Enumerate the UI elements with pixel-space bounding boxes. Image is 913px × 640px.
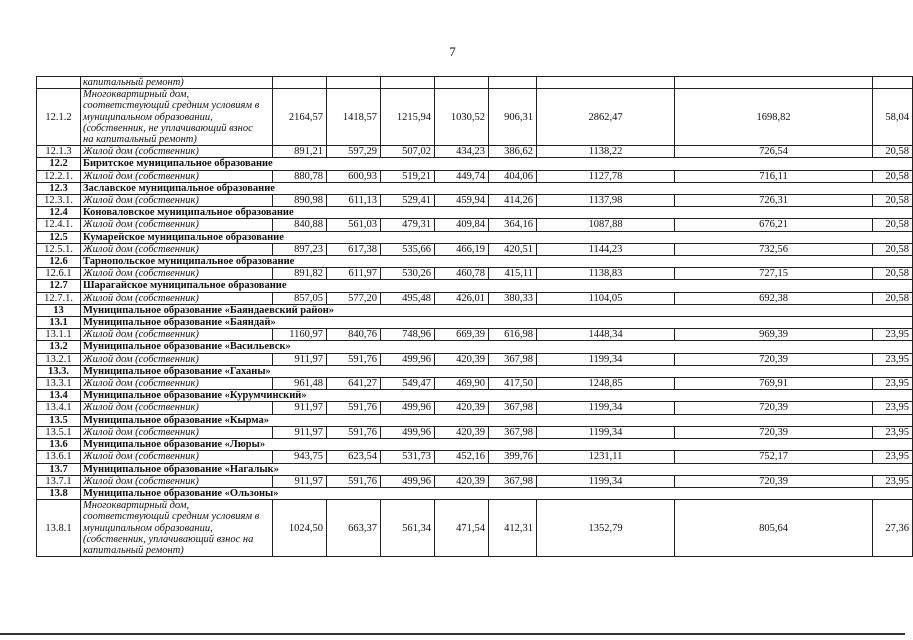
description-line: соответствующий средним условиям в [83,100,260,112]
description-line: Жилой дом (собственник) [83,402,199,414]
value-cell-7: 720,39 [675,353,873,365]
row-description [81,402,273,414]
value-cell-5: 412,31 [489,500,537,557]
value-cell-7: 692,38 [675,292,873,304]
value-cell-5: 415,11 [489,268,537,280]
value-cell-3: 499,96 [381,353,435,365]
value-cell-5: 616,98 [489,329,537,341]
row-code: 12.1.2 [37,89,81,146]
value-cell-3: 1215,94 [381,89,435,146]
value-cell-6 [537,77,675,89]
value-cell-1: 911,97 [273,402,327,414]
row-code: 13.8.1 [37,500,81,557]
section-row [37,207,913,219]
row-code: 12.4.1. [37,219,81,231]
value-cell-8: 20,58 [873,243,913,255]
description-line: Жилой дом (собственник) [83,219,199,231]
section-code: 12.7 [37,280,81,292]
value-cell-5: 414,26 [489,195,537,207]
value-cell-5 [489,77,537,89]
description-line: Жилой дом (собственник) [83,475,199,487]
section-row [37,414,913,426]
section-row [37,365,913,377]
value-cell-2: 591,76 [327,402,381,414]
value-cell-2: 591,76 [327,426,381,438]
value-cell-4: 449,74 [435,170,489,182]
row-description [81,292,273,304]
value-cell-7: 720,39 [675,475,873,487]
table-row [37,146,913,158]
description-line: Жилой дом (собственник) [83,353,199,365]
row-description [81,170,273,182]
description-line: капитальный ремонт) [83,77,184,88]
description-line: Жилой дом (собственник) [83,378,199,390]
value-cell-2: 1418,57 [327,89,381,146]
value-cell-2: 641,27 [327,378,381,390]
section-title: Муниципальное образование «Баяндаевский район» [81,304,913,316]
value-cell-2: 617,38 [327,243,381,255]
row-description [81,219,273,231]
section-title: Муниципальное образование «Курумчинский» [81,390,913,402]
table-row [37,475,913,487]
section-row [37,280,913,292]
value-cell-3: 530,26 [381,268,435,280]
value-cell-4: 409,84 [435,219,489,231]
table-row [37,353,913,365]
row-description [81,268,273,280]
table-row [37,426,913,438]
row-code: 13.1.1 [37,329,81,341]
section-title: Муниципальное образование «Васильевск» [81,341,913,353]
value-cell-2: 623,54 [327,451,381,463]
value-cell-6: 1087,88 [537,219,675,231]
value-cell-4: 1030,52 [435,89,489,146]
section-code: 13.5 [37,414,81,426]
section-code: 12.3 [37,182,81,194]
description-line: Многоквартирный дом, [83,500,190,512]
value-cell-6: 1448,34 [537,329,675,341]
value-cell-5: 367,98 [489,402,537,414]
value-cell-2 [327,77,381,89]
description-line: капитальный ремонт) [83,544,184,556]
description-line: Жилой дом (собственник) [83,292,199,304]
value-cell-8: 20,58 [873,146,913,158]
description-line: Жилой дом (собственник) [83,146,199,158]
value-cell-6: 1144,23 [537,243,675,255]
row-description [81,426,273,438]
value-cell-6: 1127,78 [537,170,675,182]
value-cell-8: 20,58 [873,268,913,280]
section-code: 12.5 [37,231,81,243]
description-line: (собственник, не уплачивающий взнос [83,122,253,134]
value-cell-8: 23,95 [873,402,913,414]
row-description [81,195,273,207]
value-cell-3: 748,96 [381,329,435,341]
value-cell-5: 367,98 [489,353,537,365]
value-cell-7: 727,15 [675,268,873,280]
value-cell-3: 499,96 [381,475,435,487]
value-cell-5: 380,33 [489,292,537,304]
section-title: Шарагайское муниципальное образование [81,280,913,292]
value-cell-2: 600,93 [327,170,381,182]
description-line: муниципальном образовании, [83,111,213,123]
row-code: 13.7.1 [37,475,81,487]
table-row [37,268,913,280]
row-code: 13.5.1 [37,426,81,438]
value-cell-3: 549,47 [381,378,435,390]
value-cell-8: 20,58 [873,170,913,182]
table-body [37,77,913,557]
row-description [81,500,273,557]
value-cell-1: 857,05 [273,292,327,304]
value-cell-6: 1231,11 [537,451,675,463]
section-code: 13.3. [37,365,81,377]
section-row [37,182,913,194]
value-cell-5: 367,98 [489,426,537,438]
section-code: 12.4 [37,207,81,219]
value-cell-6: 1199,34 [537,353,675,365]
value-cell-3: 507,02 [381,146,435,158]
section-title: Муниципальное образование «Кырма» [81,414,913,426]
value-cell-2: 611,97 [327,268,381,280]
value-cell-7: 676,21 [675,219,873,231]
row-description [81,378,273,390]
value-cell-8: 23,95 [873,475,913,487]
value-cell-4: 469,90 [435,378,489,390]
value-cell-4: 420,39 [435,353,489,365]
section-code: 13.2 [37,341,81,353]
table-row [37,500,913,557]
row-code: 12.2.1. [37,170,81,182]
value-cell-4: 434,23 [435,146,489,158]
description-line: муниципальном образовании, [83,522,213,534]
value-cell-5: 420,51 [489,243,537,255]
value-cell-7: 716,11 [675,170,873,182]
value-cell-1: 897,23 [273,243,327,255]
row-code [37,77,81,89]
table-row [37,195,913,207]
value-cell-5: 367,98 [489,475,537,487]
row-code: 13.3.1 [37,378,81,390]
section-title: Муниципальное образование «Гаханы» [81,365,913,377]
row-description [81,243,273,255]
value-cell-5: 404,06 [489,170,537,182]
value-cell-7: 720,39 [675,426,873,438]
value-cell-2: 591,76 [327,353,381,365]
value-cell-4 [435,77,489,89]
value-cell-1: 2164,57 [273,89,327,146]
table-row [37,292,913,304]
row-description [81,89,273,146]
value-cell-6: 1138,83 [537,268,675,280]
row-code: 13.2.1 [37,353,81,365]
section-title: Муниципальное образование «Нагалык» [81,463,913,475]
value-cell-3: 531,73 [381,451,435,463]
value-cell-6: 2862,47 [537,89,675,146]
section-title: Кумарейское муниципальное образование [81,231,913,243]
table-row [37,243,913,255]
value-cell-1: 961,48 [273,378,327,390]
value-cell-7: 769,91 [675,378,873,390]
row-description [81,475,273,487]
value-cell-2: 591,76 [327,475,381,487]
value-cell-1: 1024,50 [273,500,327,557]
value-cell-6: 1138,22 [537,146,675,158]
value-cell-8: 23,95 [873,378,913,390]
bottom-rule [0,633,905,635]
value-cell-4: 460,78 [435,268,489,280]
value-cell-4: 420,39 [435,426,489,438]
value-cell-4: 420,39 [435,402,489,414]
value-cell-3: 479,31 [381,219,435,231]
value-cell-8 [873,77,913,89]
section-row [37,256,913,268]
value-cell-4: 426,01 [435,292,489,304]
value-cell-7: 726,31 [675,195,873,207]
value-cell-8: 20,58 [873,195,913,207]
value-cell-1: 891,82 [273,268,327,280]
description-line: Жилой дом (собственник) [83,426,199,438]
value-cell-7 [675,77,873,89]
row-code: 13.6.1 [37,451,81,463]
description-line: (собственник, уплачивающий взнос на [83,533,254,545]
description-line: Жилой дом (собственник) [83,268,199,280]
section-code: 13.6 [37,439,81,451]
table-row [37,170,913,182]
row-code: 13.4.1 [37,402,81,414]
section-code: 13.1 [37,317,81,329]
value-cell-8: 23,95 [873,426,913,438]
value-cell-1: 840,88 [273,219,327,231]
table-row [37,329,913,341]
table-row [37,89,913,146]
value-cell-1: 911,97 [273,426,327,438]
value-cell-5: 417,50 [489,378,537,390]
value-cell-7: 752,17 [675,451,873,463]
value-cell-7: 969,39 [675,329,873,341]
value-cell-1: 891,21 [273,146,327,158]
row-code: 12.3.1. [37,195,81,207]
continuation-row [37,77,913,89]
description-line: Жилой дом (собственник) [83,329,199,341]
value-cell-2: 840,76 [327,329,381,341]
value-cell-1: 890,98 [273,195,327,207]
value-cell-7: 805,64 [675,500,873,557]
description-line: Жилой дом (собственник) [83,170,199,182]
description-line: Жилой дом (собственник) [83,243,199,255]
description-line: Жилой дом (собственник) [83,451,199,463]
section-row [37,317,913,329]
row-description [81,353,273,365]
row-code: 12.1.3 [37,146,81,158]
description-line: Многоквартирный дом, [83,89,190,101]
section-title: Муниципальное образование «Ользоны» [81,487,913,499]
value-cell-4: 471,54 [435,500,489,557]
value-cell-4: 420,39 [435,475,489,487]
section-row [37,439,913,451]
section-title: Тарнопольское муниципальное образование [81,256,913,268]
value-cell-5: 386,62 [489,146,537,158]
section-title: Муниципальное образование «Люры» [81,439,913,451]
value-cell-5: 906,31 [489,89,537,146]
section-code: 13.7 [37,463,81,475]
section-code: 13 [37,304,81,316]
table-row [37,219,913,231]
section-title: Заславское муниципальное образование [81,182,913,194]
row-code: 12.6.1 [37,268,81,280]
section-title: Муниципальное образование «Баяндай» [81,317,913,329]
value-cell-3: 519,21 [381,170,435,182]
value-cell-8: 23,95 [873,451,913,463]
row-description [81,77,273,89]
value-cell-8: 20,58 [873,219,913,231]
section-title: Биритское муниципальное образование [81,158,913,170]
section-row [37,158,913,170]
value-cell-4: 459,94 [435,195,489,207]
value-cell-2: 597,29 [327,146,381,158]
value-cell-4: 669,39 [435,329,489,341]
table-row [37,378,913,390]
value-cell-4: 452,16 [435,451,489,463]
tariff-table [36,76,913,557]
section-row [37,341,913,353]
value-cell-3: 499,96 [381,426,435,438]
value-cell-2: 577,20 [327,292,381,304]
value-cell-8: 20,58 [873,292,913,304]
section-row [37,463,913,475]
page-number: 7 [449,44,456,59]
value-cell-5: 399,76 [489,451,537,463]
section-row [37,487,913,499]
row-description [81,329,273,341]
value-cell-1: 880,78 [273,170,327,182]
value-cell-4: 466,19 [435,243,489,255]
row-code: 12.5.1. [37,243,81,255]
description-line: Жилой дом (собственник) [83,195,199,207]
row-code: 12.7.1. [37,292,81,304]
value-cell-3: 535,66 [381,243,435,255]
value-cell-3 [381,77,435,89]
value-cell-6: 1137,98 [537,195,675,207]
value-cell-3: 499,96 [381,402,435,414]
value-cell-5: 364,16 [489,219,537,231]
value-cell-1: 943,75 [273,451,327,463]
description-line: соответствующий средним условиям в [83,511,260,523]
value-cell-7: 732,56 [675,243,873,255]
section-code: 12.6 [37,256,81,268]
value-cell-2: 561,03 [327,219,381,231]
table-row [37,451,913,463]
section-row [37,231,913,243]
value-cell-2: 663,37 [327,500,381,557]
value-cell-7: 720,39 [675,402,873,414]
description-line: на капитальный ремонт) [83,134,197,146]
value-cell-1: 911,97 [273,475,327,487]
value-cell-6: 1248,85 [537,378,675,390]
value-cell-8: 58,04 [873,89,913,146]
section-row [37,390,913,402]
value-cell-6: 1199,34 [537,402,675,414]
value-cell-1: 911,97 [273,353,327,365]
value-cell-3: 495,48 [381,292,435,304]
value-cell-7: 726,54 [675,146,873,158]
value-cell-6: 1352,79 [537,500,675,557]
value-cell-1 [273,77,327,89]
section-code: 13.8 [37,487,81,499]
value-cell-8: 23,95 [873,353,913,365]
value-cell-2: 611,13 [327,195,381,207]
value-cell-6: 1199,34 [537,475,675,487]
section-row [37,304,913,316]
section-code: 12.2 [37,158,81,170]
value-cell-3: 529,41 [381,195,435,207]
value-cell-8: 27,36 [873,500,913,557]
value-cell-7: 1698,82 [675,89,873,146]
table-row [37,402,913,414]
value-cell-6: 1199,34 [537,426,675,438]
value-cell-8: 23,95 [873,329,913,341]
value-cell-6: 1104,05 [537,292,675,304]
value-cell-3: 561,34 [381,500,435,557]
value-cell-1: 1160,97 [273,329,327,341]
row-description [81,451,273,463]
section-code: 13.4 [37,390,81,402]
row-description [81,146,273,158]
section-title: Коноваловское муниципальное образование [81,207,913,219]
